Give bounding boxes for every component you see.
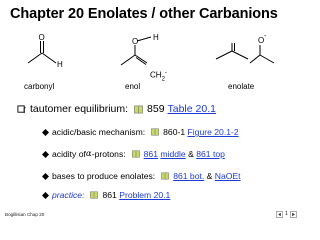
page-861-link[interactable]: 861 [143,149,158,159]
enol-structure [115,33,180,91]
book-icon [151,128,159,136]
middle-link[interactable]: middle [160,149,186,159]
sub-bullet-4-page: 861 [102,190,117,200]
ch2-label: $CH_2^-$ [150,70,167,83]
enolate-o: O [258,36,265,45]
sub-bullet-1-text: acidic/basic mechanism: [52,127,146,137]
861-bot-link[interactable]: 861 bot. [173,171,205,181]
carbonyl-o: O [38,33,45,42]
previous-slide-icon[interactable] [276,211,283,218]
book-icon [90,191,98,199]
figure-20-1-2-link[interactable]: Figure 20.1-2 [187,127,239,137]
problem-20-1-link[interactable]: Problem 20.1 [119,190,171,200]
next-slide-icon[interactable] [290,211,297,218]
book-icon [132,150,140,158]
sub-bullet-row-3 [42,171,241,181]
enol-drawing [115,33,180,79]
footer-author: Boglilisian Chap 20 [5,212,45,217]
book-icon [134,105,143,114]
main-page-ref: 859 [147,103,165,115]
enolate-drawing [208,33,293,79]
sub-bullet-3-text: bases to produce enolates: [52,171,156,181]
practice-label: practice: [52,190,85,200]
main-bullet-row [17,103,216,115]
main-bullet-text: tautomer equilibrium: [30,103,129,115]
sub-bullet-1-page: 860-1 [163,127,186,137]
carbonyl-h: H [57,60,63,69]
enolate-o-charge: - [264,33,267,40]
naoet-link[interactable]: NaOEt [214,171,241,181]
book-icon [161,172,169,180]
alpha-symbol: α [85,149,92,159]
square-bullet-icon [17,105,26,114]
carbonyl-structure [20,33,80,91]
enol-label: enol [125,82,141,91]
amp-text: & [204,171,215,181]
861-top-link[interactable]: 861 top [196,149,225,159]
enol-o: O [132,37,139,46]
sub-bullet-row-2 [42,149,225,159]
diamond-bullet-icon [42,151,49,158]
sub-bullet-2-prefix: acidity of [52,149,86,159]
enolate-label: enolate [228,82,255,91]
sub-bullet-row-4 [42,190,170,200]
table-20-1-link[interactable]: Table 20.1 [167,103,216,115]
diamond-bullet-icon [42,192,49,199]
enol-h: H [153,33,159,42]
page-number: 1 [285,211,288,217]
sub-bullet-row-1 [42,127,239,137]
diamond-bullet-icon [42,173,49,180]
carbonyl-drawing [20,33,80,73]
diamond-bullet-icon [42,129,49,136]
sub-bullet-2-suffix: -protons: [91,149,126,159]
carbonyl-label: carbonyl [24,82,55,91]
amp-text: & [185,149,197,159]
slide-title: Chapter 20 Enolates / other Carbanions [10,6,278,22]
enolate-structure [208,33,293,91]
